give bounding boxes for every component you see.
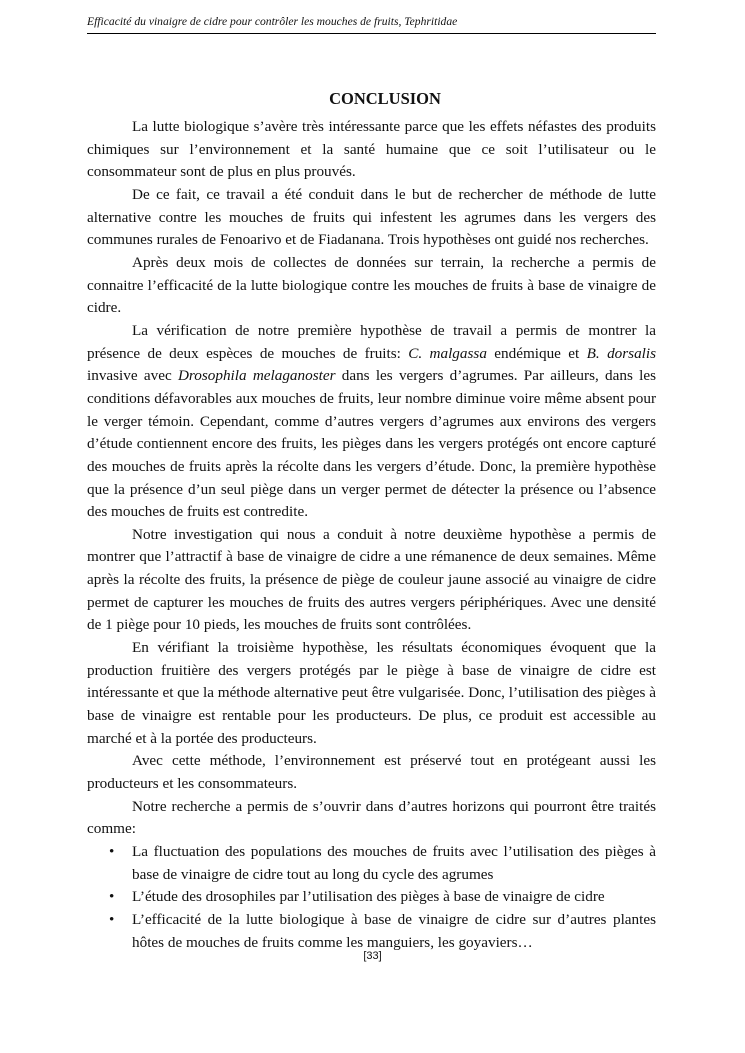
list-item-text: La fluctuation des populations des mouches de fruits avec l’utilisation des pièges à base de vinaigre de cidre tout au long du cycle des agrumes — [132, 843, 656, 883]
list-item-text: L’étude des drosophiles par l’utilisation des pièges à base de vinaigre de cidre — [132, 888, 605, 906]
bullet-list — [87, 841, 656, 954]
document-body — [87, 116, 656, 954]
paragraph: Notre recherche a permis de s’ouvrir dans d’autres horizons qui pourront être traités comme: — [87, 797, 656, 838]
paragraph: Notre investigation qui nous a conduit à notre deuxième hypothèse a permis de montrer que l’attractif à base de vinaigre de cidre a une rémanence de deux semaines. Même après la récolte des fruits, la présence de piège de couleur jaune associé au vinaigre de cidre permet de capturer les mouches de fruits des autres vergers périphériques. Avec une densité de 1 piège pour 10 pieds, les mouches de fruits sont contrôlées. — [87, 525, 656, 634]
species-name: C. malgassa — [408, 344, 487, 362]
bullet-icon: • — [109, 843, 115, 860]
text: La vérification de notre première hypothèse de travail a permis de montrer la présence de deux espèces de mouches de fruits: — [87, 321, 656, 362]
paragraph: Avec cette méthode, l’environnement est préservé tout en protégeant aussi les producteurs et les consommateurs. — [87, 752, 656, 793]
text: endémique et — [486, 344, 587, 362]
list-item — [87, 886, 656, 909]
species-name: Drosophila melaganoster — [177, 367, 336, 385]
bullet-icon: • — [109, 910, 115, 928]
running-header: Efficacité du vinaigre de cidre pour contrôler les mouches de fruits, Tephritidae — [87, 15, 656, 34]
paragraph: Après deux mois de collectes de données sur terrain, la recherche a permis de connaitre l’efficacité de la lutte biologique contre les mouches de fruits à base de vinaigre de cidre. — [87, 253, 656, 317]
section-title: CONCLUSION — [329, 89, 441, 108]
bullet-icon: • — [109, 888, 115, 906]
list-item — [87, 909, 656, 954]
list-item — [87, 841, 656, 886]
page-number: [33] — [363, 950, 382, 962]
paragraph: La lutte biologique s’avère très intéressante parce que les effets néfastes des produits chimiques sur l’environnement et la santé humaine que ce soit l’utilisateur ou le consommateur sont de plus en plus prouvés. — [87, 118, 656, 181]
text: dans les vergers d’agrumes. Par ailleurs, dans les conditions défavorables aux mouches de fruits, leur nombre diminue voire même absent pour le verger témoin. Cependant, comme d’autres vergers d’agrumes aux environs des vergers d’étude contiennent encore des fruits, les pièges dans les vergers protégés ont encore capturé des mouches de fruits après la récolte dans les vergers d’étude. Donc, la première hypothèse que la présence d’un seul piège dans un verger permet de détecter la présence ou l’absence des mouches de fruits est contredite. — [87, 367, 656, 521]
text: invasive avec — [87, 367, 178, 385]
list-item-text: L’efficacité de la lutte biologique à base de vinaigre de cidre sur d’autres plantes hôtes de mouches de fruits comme les manguiers, les goyaviers… — [132, 910, 656, 951]
species-name: B. dorsalis — [586, 344, 657, 362]
paragraph: De ce fait, ce travail a été conduit dans le but de rechercher de méthode de lutte alternative contre les mouches de fruits qui infestent les agrumes dans les vergers des communes rurales de Fenoarivo et de Fiadanana. Trois hypothèses ont guidé nos recherches. — [87, 185, 656, 249]
paragraph — [87, 320, 656, 524]
paragraph: En vérifiant la troisième hypothèse, les résultats économiques évoquent que la production fruitière des vergers protégés par le piège à base de vinaigre de cidre est intéressante et que la méthode alternative peut être vulgarisée. Donc, l’utilisation des pièges à base de vinaigre est rentable pour les producteurs. De plus, ce produit est accessible au marché et à la portée des producteurs. — [87, 639, 656, 747]
